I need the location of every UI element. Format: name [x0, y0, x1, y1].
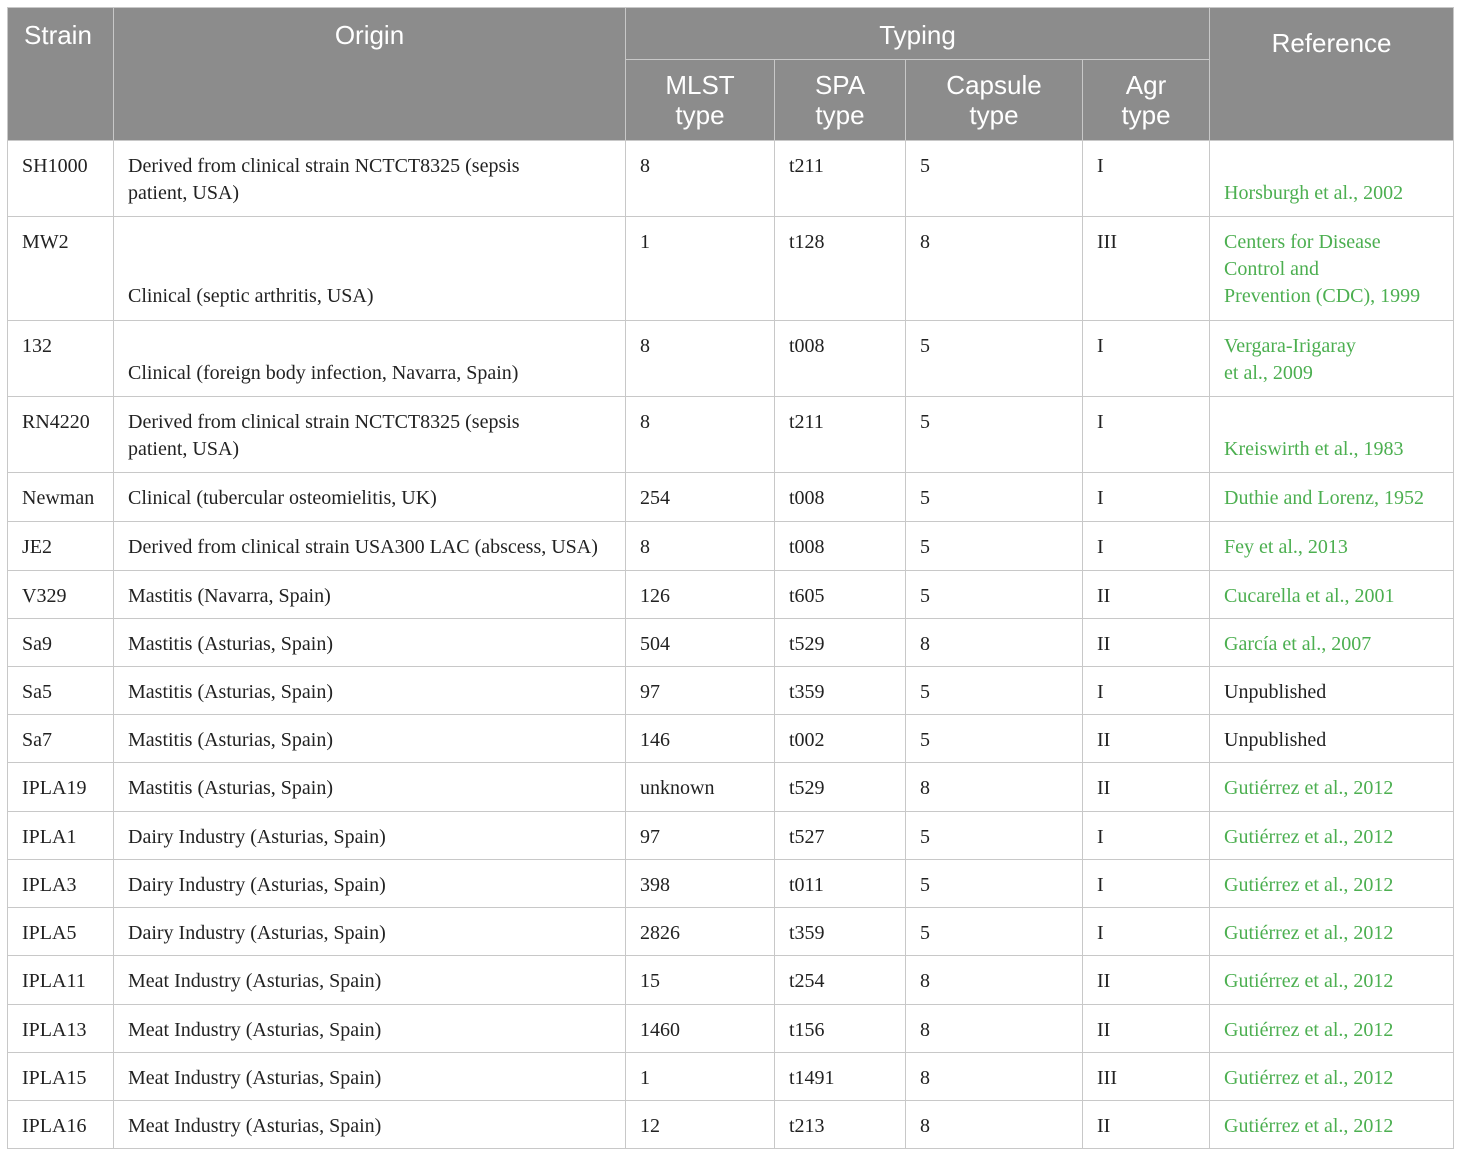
origin-cell-line: patient, USA) — [128, 438, 240, 460]
origin-cell-line: Derived from clinical strain NCTCT8325 (sepsis — [128, 411, 520, 433]
header-agr-line2: type — [1121, 100, 1171, 130]
capsule-cell — [906, 812, 1083, 860]
capsule-cell — [906, 715, 1083, 763]
agr-cell — [1083, 812, 1210, 860]
origin-cell-line: Derived from clinical strain NCTCT8325 (sepsis — [128, 155, 520, 177]
strain-cell-value: IPLA11 — [22, 970, 86, 992]
capsule-cell-value: 8 — [920, 231, 930, 253]
mlst-cell — [626, 667, 775, 715]
reference-cell[interactable] — [1210, 1053, 1454, 1101]
strain-cell — [8, 397, 114, 473]
mlst-cell — [626, 1005, 775, 1053]
spa-cell — [775, 321, 906, 397]
spa-cell — [775, 141, 906, 217]
mlst-cell — [626, 860, 775, 908]
origin-cell — [114, 141, 626, 217]
mlst-cell — [626, 217, 775, 321]
agr-cell — [1083, 956, 1210, 1005]
origin-cell — [114, 217, 626, 321]
agr-cell — [1083, 1005, 1210, 1053]
strain-cell-value: Sa9 — [22, 633, 52, 655]
capsule-cell-value: 5 — [920, 729, 930, 751]
origin-cell — [114, 908, 626, 956]
strain-cell — [8, 473, 114, 522]
capsule-cell-value: 5 — [920, 536, 930, 558]
agr-cell — [1083, 667, 1210, 715]
strain-cell — [8, 571, 114, 619]
strain-cell — [8, 217, 114, 321]
capsule-cell — [906, 217, 1083, 321]
origin-cell-line: Clinical (tubercular osteomielitis, UK) — [128, 487, 437, 509]
mlst-cell-value: 15 — [640, 970, 660, 992]
agr-cell — [1083, 908, 1210, 956]
spa-cell-value: t011 — [789, 874, 824, 896]
mlst-cell-value: 1 — [640, 1067, 650, 1089]
strain-table — [7, 7, 1454, 1149]
spa-cell — [775, 397, 906, 473]
reference-cell-line: Gutiérrez et al., 2012 — [1224, 777, 1394, 799]
origin-cell — [114, 619, 626, 667]
reference-cell[interactable] — [1210, 522, 1454, 571]
origin-cell — [114, 473, 626, 522]
spa-cell-value: t128 — [789, 231, 825, 253]
strain-cell-value: RN4220 — [22, 411, 90, 433]
table-row — [8, 397, 1454, 473]
agr-cell-value: II — [1097, 1115, 1111, 1137]
strain-cell — [8, 812, 114, 860]
header-origin-label: Origin — [334, 20, 405, 50]
mlst-cell — [626, 141, 775, 217]
reference-cell-line: Gutiérrez et al., 2012 — [1224, 970, 1394, 992]
capsule-cell — [906, 860, 1083, 908]
table-row — [8, 141, 1454, 217]
reference-cell[interactable] — [1210, 763, 1454, 812]
reference-cell-line: Prevention (CDC), 1999 — [1224, 285, 1421, 307]
reference-cell[interactable] — [1210, 217, 1454, 321]
spa-cell-value: t529 — [789, 777, 825, 799]
origin-cell-line: Meat Industry (Asturias, Spain) — [128, 1115, 382, 1137]
origin-cell-line: Mastitis (Asturias, Spain) — [128, 681, 333, 703]
table-row — [8, 473, 1454, 522]
spa-cell-value: t211 — [789, 155, 824, 177]
capsule-cell-value: 8 — [920, 777, 930, 799]
capsule-cell — [906, 619, 1083, 667]
strain-cell-value: IPLA19 — [22, 777, 87, 799]
capsule-cell-value: 5 — [920, 487, 930, 509]
header-typing — [626, 8, 1210, 60]
origin-cell — [114, 397, 626, 473]
header-strain-label: Strain — [24, 20, 92, 50]
table-row — [8, 217, 1454, 321]
mlst-cell-value: 8 — [640, 155, 650, 177]
reference-cell — [1210, 667, 1454, 715]
mlst-cell — [626, 812, 775, 860]
mlst-cell — [626, 321, 775, 397]
strain-cell — [8, 522, 114, 571]
reference-cell[interactable] — [1210, 860, 1454, 908]
agr-cell — [1083, 217, 1210, 321]
capsule-cell-value: 5 — [920, 335, 930, 357]
origin-cell — [114, 1005, 626, 1053]
capsule-cell — [906, 141, 1083, 217]
agr-cell-value: II — [1097, 1019, 1111, 1041]
reference-cell[interactable] — [1210, 619, 1454, 667]
strain-cell — [8, 619, 114, 667]
origin-cell-line: Meat Industry (Asturias, Spain) — [128, 1067, 382, 1089]
reference-cell[interactable] — [1210, 321, 1454, 397]
header-reference-label: Reference — [1271, 28, 1392, 58]
origin-cell — [114, 763, 626, 812]
reference-cell-line: Kreiswirth et al., 1983 — [1224, 438, 1404, 460]
header-agr-line1: Agr — [1125, 70, 1167, 100]
strain-cell — [8, 667, 114, 715]
agr-cell — [1083, 763, 1210, 812]
agr-cell — [1083, 860, 1210, 908]
header-reference — [1210, 8, 1454, 141]
reference-cell-line: Centers for Disease — [1224, 231, 1381, 253]
origin-cell-line: Meat Industry (Asturias, Spain) — [128, 970, 382, 992]
reference-cell-line: Unpublished — [1224, 729, 1327, 751]
spa-cell-value: t527 — [789, 826, 825, 848]
capsule-cell-value: 8 — [920, 1115, 930, 1137]
agr-cell-value: I — [1097, 536, 1104, 558]
agr-cell — [1083, 321, 1210, 397]
origin-cell-line: Mastitis (Navarra, Spain) — [128, 585, 331, 607]
header-agr — [1083, 60, 1210, 141]
capsule-cell — [906, 1005, 1083, 1053]
strain-cell-value: SH1000 — [22, 155, 88, 177]
table-row — [8, 1101, 1454, 1149]
origin-cell — [114, 956, 626, 1005]
capsule-cell-value: 8 — [920, 633, 930, 655]
strain-cell-value: Sa5 — [22, 681, 52, 703]
reference-cell-line: Unpublished — [1224, 681, 1327, 703]
reference-cell-line: Fey et al., 2013 — [1224, 536, 1348, 558]
strain-cell-value: IPLA5 — [22, 922, 77, 944]
agr-cell-value: I — [1097, 411, 1104, 433]
spa-cell-value: t529 — [789, 633, 825, 655]
agr-cell — [1083, 1053, 1210, 1101]
header-typing-label: Typing — [879, 20, 956, 50]
origin-cell-line: Dairy Industry (Asturias, Spain) — [128, 874, 386, 896]
capsule-cell — [906, 571, 1083, 619]
spa-cell-value: t1491 — [789, 1067, 835, 1089]
mlst-cell-value: 1460 — [640, 1019, 680, 1041]
table-row — [8, 860, 1454, 908]
header-origin — [114, 8, 626, 141]
agr-cell — [1083, 522, 1210, 571]
mlst-cell-value: 398 — [640, 874, 670, 896]
mlst-cell-value: unknown — [640, 777, 715, 799]
strain-cell-value: JE2 — [22, 536, 52, 558]
agr-cell-value: II — [1097, 633, 1111, 655]
agr-cell-value: I — [1097, 922, 1104, 944]
mlst-cell — [626, 1101, 775, 1149]
spa-cell — [775, 908, 906, 956]
agr-cell-value: II — [1097, 970, 1111, 992]
agr-cell-value: I — [1097, 681, 1104, 703]
reference-cell-line: Gutiérrez et al., 2012 — [1224, 1115, 1394, 1137]
spa-cell — [775, 667, 906, 715]
agr-cell-value: III — [1097, 1067, 1117, 1089]
strain-cell — [8, 1005, 114, 1053]
table-row — [8, 667, 1454, 715]
mlst-cell — [626, 715, 775, 763]
mlst-cell — [626, 956, 775, 1005]
header-mlst — [626, 60, 775, 141]
header-spa-line1: SPA — [814, 70, 866, 100]
reference-cell[interactable] — [1210, 956, 1454, 1005]
spa-cell — [775, 571, 906, 619]
mlst-cell — [626, 571, 775, 619]
agr-cell-value: I — [1097, 335, 1104, 357]
capsule-cell-value: 5 — [920, 585, 930, 607]
strain-cell — [8, 141, 114, 217]
reference-cell-line: Duthie and Lorenz, 1952 — [1224, 487, 1424, 509]
spa-cell-value: t359 — [789, 681, 825, 703]
reference-cell[interactable] — [1210, 1101, 1454, 1149]
table-row — [8, 908, 1454, 956]
reference-cell[interactable] — [1210, 908, 1454, 956]
capsule-cell — [906, 522, 1083, 571]
capsule-cell — [906, 1053, 1083, 1101]
mlst-cell — [626, 1053, 775, 1101]
origin-cell-line: Mastitis (Asturias, Spain) — [128, 633, 333, 655]
capsule-cell-value: 8 — [920, 1019, 930, 1041]
spa-cell-value: t002 — [789, 729, 825, 751]
spa-cell — [775, 860, 906, 908]
spa-cell — [775, 763, 906, 812]
header-capsule-line1: Capsule — [946, 70, 1042, 100]
mlst-cell — [626, 908, 775, 956]
reference-cell[interactable] — [1210, 812, 1454, 860]
table-row — [8, 321, 1454, 397]
agr-cell — [1083, 1101, 1210, 1149]
capsule-cell-value: 5 — [920, 411, 930, 433]
agr-cell — [1083, 141, 1210, 217]
table-row — [8, 571, 1454, 619]
reference-cell — [1210, 715, 1454, 763]
agr-cell — [1083, 715, 1210, 763]
header-spa-line2: type — [815, 100, 865, 130]
strain-cell-value: IPLA13 — [22, 1019, 87, 1041]
table-row — [8, 715, 1454, 763]
spa-cell-value: t213 — [789, 1115, 825, 1137]
strain-cell-value: IPLA1 — [22, 826, 77, 848]
capsule-cell-value: 5 — [920, 826, 930, 848]
origin-cell — [114, 860, 626, 908]
capsule-cell — [906, 321, 1083, 397]
reference-cell-line: Vergara-Irigaray — [1224, 335, 1356, 357]
spa-cell — [775, 812, 906, 860]
reference-cell-line: García et al., 2007 — [1224, 633, 1372, 655]
reference-cell-line: Gutiérrez et al., 2012 — [1224, 922, 1394, 944]
mlst-cell-value: 1 — [640, 231, 650, 253]
spa-cell-value: t008 — [789, 335, 825, 357]
reference-cell-line: Gutiérrez et al., 2012 — [1224, 826, 1394, 848]
spa-cell — [775, 1005, 906, 1053]
capsule-cell-value: 5 — [920, 155, 930, 177]
strain-cell — [8, 1053, 114, 1101]
reference-cell[interactable] — [1210, 1005, 1454, 1053]
reference-cell[interactable] — [1210, 141, 1454, 217]
reference-cell-line: Gutiérrez et al., 2012 — [1224, 874, 1394, 896]
spa-cell-value: t254 — [789, 970, 825, 992]
agr-cell-value: I — [1097, 826, 1104, 848]
origin-cell — [114, 715, 626, 763]
origin-cell — [114, 1053, 626, 1101]
spa-cell-value: t008 — [789, 487, 825, 509]
capsule-cell-value: 8 — [920, 1067, 930, 1089]
mlst-cell-value: 8 — [640, 335, 650, 357]
mlst-cell-value: 254 — [640, 487, 670, 509]
spa-cell-value: t156 — [789, 1019, 825, 1041]
agr-cell — [1083, 397, 1210, 473]
mlst-cell-value: 97 — [640, 681, 660, 703]
origin-cell-line: Clinical (septic arthritis, USA) — [128, 285, 374, 307]
reference-cell-line: Horsburgh et al., 2002 — [1224, 182, 1404, 204]
mlst-cell — [626, 619, 775, 667]
origin-cell-line: Meat Industry (Asturias, Spain) — [128, 1019, 382, 1041]
mlst-cell-value: 146 — [640, 729, 670, 751]
spa-cell — [775, 619, 906, 667]
mlst-cell-value: 504 — [640, 633, 670, 655]
spa-cell — [775, 1053, 906, 1101]
table-row — [8, 522, 1454, 571]
table-row — [8, 1005, 1454, 1053]
mlst-cell-value: 97 — [640, 826, 660, 848]
origin-cell-line: patient, USA) — [128, 182, 240, 204]
strain-cell — [8, 860, 114, 908]
origin-cell-line: Mastitis (Asturias, Spain) — [128, 729, 333, 751]
agr-cell-value: II — [1097, 729, 1111, 751]
agr-cell-value: II — [1097, 585, 1111, 607]
capsule-cell — [906, 667, 1083, 715]
mlst-cell — [626, 763, 775, 812]
header-mlst-line1: MLST — [665, 70, 735, 100]
capsule-cell-value: 5 — [920, 922, 930, 944]
origin-cell-line: Clinical (foreign body infection, Navarra, Spain) — [128, 362, 519, 384]
origin-cell — [114, 812, 626, 860]
reference-cell[interactable] — [1210, 571, 1454, 619]
strain-cell-value: IPLA15 — [22, 1067, 87, 1089]
mlst-cell-value: 126 — [640, 585, 670, 607]
origin-cell — [114, 667, 626, 715]
spa-cell — [775, 217, 906, 321]
origin-cell — [114, 522, 626, 571]
table-row — [8, 763, 1454, 812]
spa-cell-value: t211 — [789, 411, 824, 433]
spa-cell-value: t359 — [789, 922, 825, 944]
mlst-cell — [626, 473, 775, 522]
origin-cell-line: Dairy Industry (Asturias, Spain) — [128, 826, 386, 848]
agr-cell-value: I — [1097, 874, 1104, 896]
mlst-cell-value: 8 — [640, 411, 650, 433]
reference-cell[interactable] — [1210, 397, 1454, 473]
capsule-cell — [906, 1101, 1083, 1149]
reference-cell-line: et al., 2009 — [1224, 362, 1313, 384]
capsule-cell — [906, 908, 1083, 956]
strain-cell-value: V329 — [22, 585, 67, 607]
origin-cell-line: Derived from clinical strain USA300 LAC (abscess, USA) — [128, 536, 598, 558]
spa-cell-value: t008 — [789, 536, 825, 558]
spa-cell-value: t605 — [789, 585, 825, 607]
strain-cell — [8, 908, 114, 956]
strain-cell-value: Sa7 — [22, 729, 52, 751]
capsule-cell — [906, 397, 1083, 473]
table-row — [8, 956, 1454, 1005]
mlst-cell — [626, 522, 775, 571]
reference-cell-line: Gutiérrez et al., 2012 — [1224, 1019, 1394, 1041]
header-mlst-line2: type — [675, 100, 725, 130]
reference-cell-line: Control and — [1224, 258, 1320, 280]
header-capsule — [906, 60, 1083, 141]
header-strain — [8, 8, 114, 141]
strain-cell — [8, 763, 114, 812]
mlst-cell-value: 8 — [640, 536, 650, 558]
capsule-cell-value: 8 — [920, 970, 930, 992]
table-row — [8, 1053, 1454, 1101]
table-row — [8, 812, 1454, 860]
mlst-cell — [626, 397, 775, 473]
agr-cell — [1083, 619, 1210, 667]
mlst-cell-value: 2826 — [640, 922, 680, 944]
strain-cell — [8, 715, 114, 763]
strain-cell-value: IPLA3 — [22, 874, 77, 896]
agr-cell-value: I — [1097, 487, 1104, 509]
strain-cell-value: Newman — [22, 487, 95, 509]
spa-cell — [775, 473, 906, 522]
reference-cell[interactable] — [1210, 473, 1454, 522]
strain-cell-value: 132 — [22, 335, 52, 357]
spa-cell — [775, 1101, 906, 1149]
reference-cell-line: Cucarella et al., 2001 — [1224, 585, 1395, 607]
capsule-cell-value: 5 — [920, 681, 930, 703]
spa-cell — [775, 715, 906, 763]
mlst-cell-value: 12 — [640, 1115, 660, 1137]
agr-cell — [1083, 571, 1210, 619]
origin-cell — [114, 321, 626, 397]
capsule-cell — [906, 763, 1083, 812]
origin-cell — [114, 571, 626, 619]
header-capsule-line2: type — [969, 100, 1019, 130]
header-spa — [775, 60, 906, 141]
strain-cell-value: MW2 — [22, 231, 69, 253]
origin-cell-line: Dairy Industry (Asturias, Spain) — [128, 922, 386, 944]
strain-cell — [8, 1101, 114, 1149]
table-body — [8, 141, 1454, 1149]
strain-cell — [8, 956, 114, 1005]
table-row — [8, 619, 1454, 667]
agr-cell — [1083, 473, 1210, 522]
agr-cell-value: I — [1097, 155, 1104, 177]
reference-cell-line: Gutiérrez et al., 2012 — [1224, 1067, 1394, 1089]
capsule-cell — [906, 956, 1083, 1005]
origin-cell — [114, 1101, 626, 1149]
capsule-cell — [906, 473, 1083, 522]
agr-cell-value: II — [1097, 777, 1111, 799]
spa-cell — [775, 956, 906, 1005]
origin-cell-line: Mastitis (Asturias, Spain) — [128, 777, 333, 799]
spa-cell — [775, 522, 906, 571]
strain-cell-value: IPLA16 — [22, 1115, 87, 1137]
capsule-cell-value: 5 — [920, 874, 930, 896]
agr-cell-value: III — [1097, 231, 1117, 253]
strain-cell — [8, 321, 114, 397]
